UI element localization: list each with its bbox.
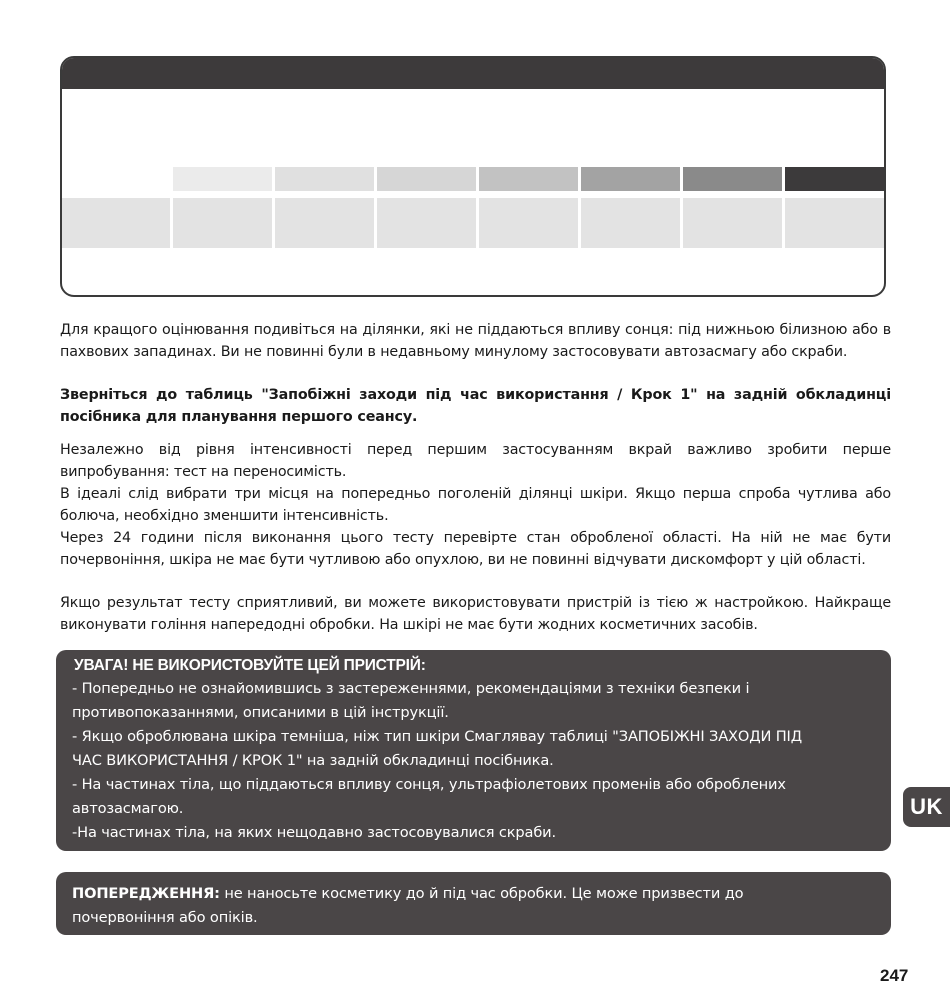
table-cell-4: [479, 198, 578, 248]
caution-text-continued: почервоніння або опіків.: [72, 909, 258, 926]
skin-swatch-5: [581, 167, 680, 191]
skin-swatch-7: [785, 167, 884, 191]
warning-line: автозасмагою.: [72, 800, 184, 817]
paragraph-favorable-result: Якщо результат тесту сприятливий, ви можете використовувати пристрій із тією ж настройкою. Найкраще виконувати гоління напередодні обробки. На шкірі не має бути жодних косметичних засобів.: [60, 595, 891, 633]
warning-line: - Попередньо не ознайомившись з застереженнями, рекомендаціями з техніки безпеки і: [72, 680, 750, 697]
warning-line: - На частинах тіла, що піддаються впливу сонця, ультрафіолетових променів або оброблених: [72, 776, 786, 793]
caution-box: [56, 872, 891, 935]
table-cell-2: [275, 198, 374, 248]
skin-swatch-3: [377, 167, 476, 191]
caution-line: [72, 882, 875, 906]
warning-box: [56, 650, 891, 851]
paragraph-evaluation: Для кращого оцінювання подивіться на ділянки, які не піддаються впливу сонця: під нижньою білизною або в пахвових западинах. Ви не повинні були в недавньому минулому застосовувати автозасмагу або скраби.: [60, 322, 891, 360]
skin-swatch-6: [683, 167, 782, 191]
skin-swatch-2: [275, 167, 374, 191]
page-number: 247: [880, 966, 909, 985]
warning-line: - Якщо оброблювана шкіра темніша, ніж тип шкіри Смаглявау таблиці "ЗАПОБІЖНІ ЗАХОДИ ПІД: [72, 728, 802, 745]
caution-label: ПОПЕРЕДЖЕННЯ:: [72, 885, 220, 902]
skin-swatch-4: [479, 167, 578, 191]
table-cell-7: [785, 198, 884, 248]
warning-line: противопоказаннями, описаними в цій інструкції.: [72, 704, 449, 721]
warning-line: ЧАС ВИКОРИСТАННЯ / КРОК 1" на задній обкладинці посібника.: [72, 752, 554, 769]
caution-text: не наносьте косметику до й під час обробки. Це може призвести до: [219, 885, 744, 902]
table-cell-6: [683, 198, 782, 248]
table-header-bar: [62, 58, 884, 89]
table-cell-3: [377, 198, 476, 248]
paragraph-24-hours: Через 24 години після виконання цього тесту перевірте стан обробленої області. На ній не має бути почервоніння, шкіра не має бути чутливою або опухлою, ви не повинні відчувати дискомфорт у цій області.: [60, 530, 891, 568]
table-cell-5: [581, 198, 680, 248]
paragraph-test-spots: В ідеалі слід вибрати три місця на попередньо поголеній ділянці шкіри. Якщо перша спроба чутлива або болюча, необхідно зменшити інтенсивність.: [60, 486, 891, 524]
skin-swatch-1: [173, 167, 272, 191]
warning-title: УВАГА! НЕ ВИКОРИСТОВУЙТЕ ЦЕЙ ПРИСТРІЙ:: [74, 657, 426, 674]
skin-type-table: [60, 56, 886, 297]
table-row-label-cell: [62, 198, 170, 248]
paragraph-tolerance-test: Незалежно від рівня інтенсивності перед першим застосуванням вкрай важливо зробити перше випробування: тест на переносимість.: [60, 442, 891, 480]
language-tab: UK: [903, 787, 950, 827]
table-cell-1: [173, 198, 272, 248]
paragraph-refer-table: Зверніться до таблиць "Запобіжні заходи під час використання / Крок 1" на задній обкладинці посібника для планування першого сеансу.: [60, 387, 891, 425]
warning-line: -На частинах тіла, на яких нещодавно застосовувалися скраби.: [72, 824, 556, 841]
